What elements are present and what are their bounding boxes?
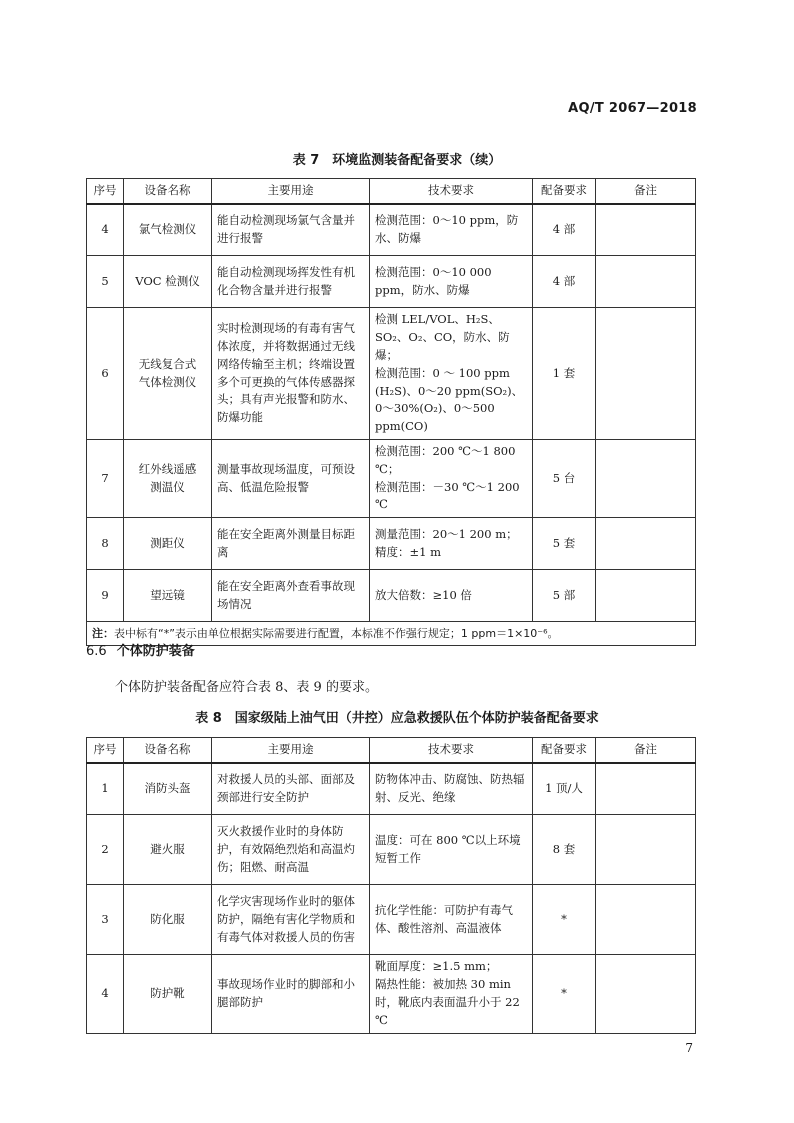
row-number: 8 xyxy=(87,518,124,570)
equipment-name: 无线复合式 气体检测仪 xyxy=(124,308,212,440)
table7-col-no: 序号 xyxy=(87,179,124,204)
main-usage: 灭火救援作业时的身体防护，有效隔绝烈焰和高温灼伤；阻燃、耐高温 xyxy=(212,815,370,885)
table-row xyxy=(87,204,696,256)
equipment-name: 测距仪 xyxy=(124,518,212,570)
remark xyxy=(596,815,696,885)
equipment-name: 避火服 xyxy=(124,815,212,885)
technical-requirements: 检测范围：200 ℃～1 800 ℃； 检测范围：－30 ℃～1 200 ℃ xyxy=(370,440,533,518)
table-row xyxy=(87,815,696,885)
technical-requirements: 检测范围：0～10 ppm，防水、防爆 xyxy=(370,204,533,256)
quantity: 5 部 xyxy=(533,570,596,622)
equipment-name: 防护靴 xyxy=(124,955,212,1033)
remark xyxy=(596,308,696,440)
body-paragraph: 个体防护装备配备应符合表 8、表 9 的要求。 xyxy=(115,680,378,695)
table8-col-no: 序号 xyxy=(87,738,124,763)
quantity: 8 套 xyxy=(533,815,596,885)
technical-requirements: 抗化学性能：可防护有毒气体、酸性溶剂、高温液体 xyxy=(370,885,533,955)
remark xyxy=(596,763,696,815)
table8-header-row xyxy=(87,738,696,763)
table-row xyxy=(87,256,696,308)
table-row xyxy=(87,955,696,1033)
quantity: * xyxy=(533,885,596,955)
remark xyxy=(596,440,696,518)
table-row xyxy=(87,885,696,955)
row-number: 9 xyxy=(87,570,124,622)
table7-col-name: 设备名称 xyxy=(124,179,212,204)
row-number: 4 xyxy=(87,204,124,256)
main-usage: 能在安全距离外查看事故现场情况 xyxy=(212,570,370,622)
table8-col-tech: 技术要求 xyxy=(370,738,533,763)
standard-code: AQ/T 2067—2018 xyxy=(568,101,697,116)
quantity: 4 部 xyxy=(533,204,596,256)
table7-col-remark: 备注 xyxy=(596,179,696,204)
table7-header-row xyxy=(87,179,696,204)
technical-requirements: 检测 LEL/VOL、H₂S、SO₂、O₂、CO，防水、防爆； 检测范围：0 ～ 100 ppm (H₂S)、0～20 ppm(SO₂)、0～30%(O₂)、0～500 ppm(CO) xyxy=(370,308,533,440)
main-usage: 对救援人员的头部、面部及颈部进行安全防护 xyxy=(212,763,370,815)
table-row xyxy=(87,763,696,815)
remark xyxy=(596,885,696,955)
main-usage: 能自动检测现场挥发性有机化合物含量并进行报警 xyxy=(212,256,370,308)
table-row xyxy=(87,518,696,570)
section-title: 个体防护装备 xyxy=(116,644,195,659)
section-heading xyxy=(86,640,195,659)
main-usage: 实时检测现场的有毒有害气体浓度，并将数据通过无线网络传输至主机；终端设置多个可更换的气体传感器探头；具有声光报警和防水、防爆功能 xyxy=(212,308,370,440)
quantity: 4 部 xyxy=(533,256,596,308)
quantity: 5 套 xyxy=(533,518,596,570)
remark xyxy=(596,955,696,1033)
quantity: 1 顶/人 xyxy=(533,763,596,815)
table7-col-qty: 配备要求 xyxy=(533,179,596,204)
remark xyxy=(596,256,696,308)
note-text: 表中标有“*”表示由单位根据实际需要进行配置，本标准不作强行规定；1 ppm＝1×10⁻⁶。 xyxy=(114,627,559,641)
technical-requirements: 靴面厚度：≥1.5 mm； 隔热性能：被加热 30 min 时，靴底内表面温升小于 22 ℃ xyxy=(370,955,533,1033)
table8-caption: 表 8 国家级陆上油气田（井控）应急救援队伍个体防护装备配备要求 xyxy=(195,711,599,726)
page-number: 7 xyxy=(685,1041,693,1055)
table7-col-tech: 技术要求 xyxy=(370,179,533,204)
table8 xyxy=(86,737,696,1034)
technical-requirements: 温度：可在 800 ℃以上环境短暂工作 xyxy=(370,815,533,885)
table8-col-name: 设备名称 xyxy=(124,738,212,763)
remark xyxy=(596,204,696,256)
main-usage: 事故现场作业时的脚部和小腿部防护 xyxy=(212,955,370,1033)
table7-caption: 表 7 环境监测装备配备要求（续） xyxy=(292,153,502,168)
table7-col-usage: 主要用途 xyxy=(212,179,370,204)
note-label: 注： xyxy=(92,627,114,641)
technical-requirements: 防物体冲击、防腐蚀、防热辐射、反光、绝缘 xyxy=(370,763,533,815)
equipment-name: VOC 检测仪 xyxy=(124,256,212,308)
main-usage: 测量事故现场温度，可预设高、低温危险报警 xyxy=(212,440,370,518)
row-number: 2 xyxy=(87,815,124,885)
remark xyxy=(596,518,696,570)
row-number: 5 xyxy=(87,256,124,308)
row-number: 7 xyxy=(87,440,124,518)
equipment-name: 消防头盔 xyxy=(124,763,212,815)
row-number: 6 xyxy=(87,308,124,440)
quantity: * xyxy=(533,955,596,1033)
equipment-name: 氯气检测仪 xyxy=(124,204,212,256)
equipment-name: 红外线遥感 测温仪 xyxy=(124,440,212,518)
equipment-name: 防化服 xyxy=(124,885,212,955)
table-row xyxy=(87,308,696,440)
row-number: 3 xyxy=(87,885,124,955)
main-usage: 能自动检测现场氯气含量并进行报警 xyxy=(212,204,370,256)
row-number: 4 xyxy=(87,955,124,1033)
technical-requirements: 检测范围：0～10 000 ppm，防水、防爆 xyxy=(370,256,533,308)
table-row xyxy=(87,570,696,622)
table-row xyxy=(87,440,696,518)
equipment-name: 望远镜 xyxy=(124,570,212,622)
table8-col-remark: 备注 xyxy=(596,738,696,763)
quantity: 1 套 xyxy=(533,308,596,440)
row-number: 1 xyxy=(87,763,124,815)
table8-col-qty: 配备要求 xyxy=(533,738,596,763)
technical-requirements: 测量范围：20～1 200 m； 精度：±1 m xyxy=(370,518,533,570)
table7 xyxy=(86,178,696,646)
table8-col-usage: 主要用途 xyxy=(212,738,370,763)
technical-requirements: 放大倍数：≥10 倍 xyxy=(370,570,533,622)
section-number: 6.6 xyxy=(86,644,107,659)
quantity: 5 台 xyxy=(533,440,596,518)
main-usage: 能在安全距离外测量目标距离 xyxy=(212,518,370,570)
main-usage: 化学灾害现场作业时的躯体防护，隔绝有害化学物质和有毒气体对救援人员的伤害 xyxy=(212,885,370,955)
remark xyxy=(596,570,696,622)
